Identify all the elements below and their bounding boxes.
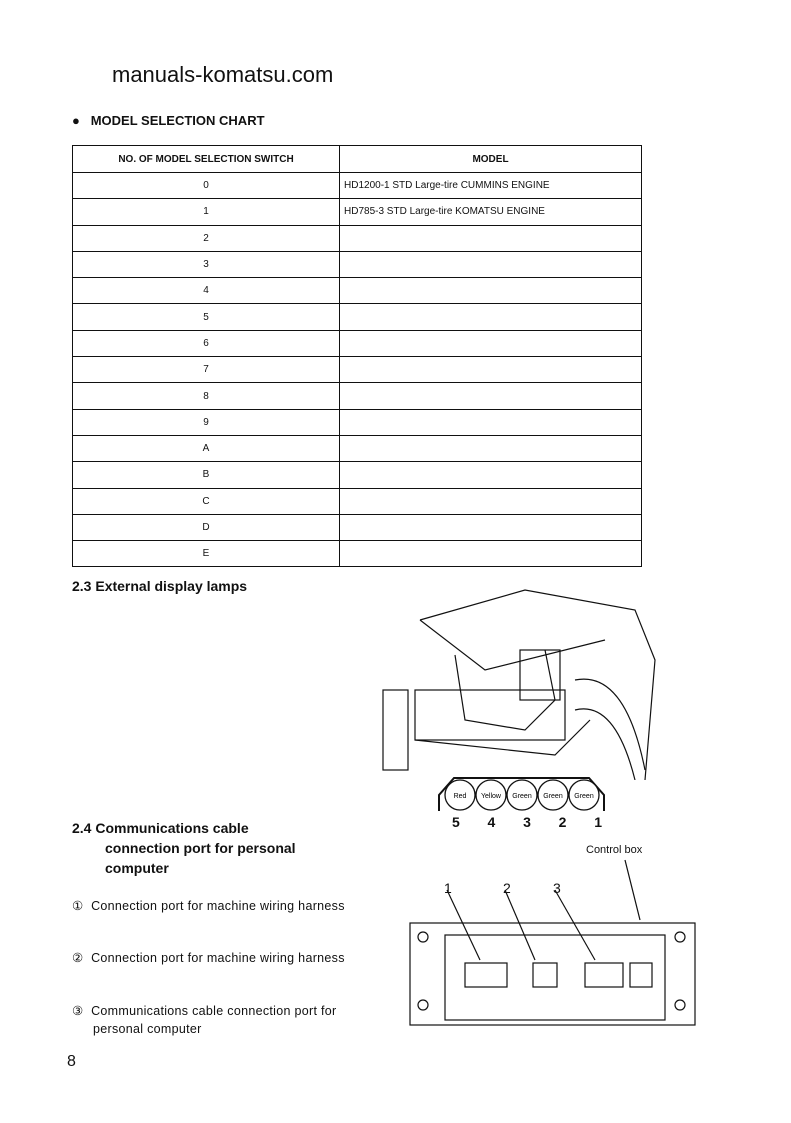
switch-number: 3 (73, 251, 340, 277)
model-cell (340, 409, 642, 435)
callout-1: 1 (444, 880, 452, 896)
list-item-3 (72, 1002, 392, 1038)
marker: ① (72, 899, 84, 913)
lamp-number: 3 (523, 814, 531, 830)
table-row (73, 541, 642, 567)
switch-number: 8 (73, 383, 340, 409)
callout-3: 3 (553, 880, 561, 896)
table-row (73, 383, 642, 409)
chart-heading (72, 113, 265, 128)
section-2-4-title-line1: 2.4 Communications cable (72, 820, 249, 836)
control-box-label: Control box (586, 844, 643, 856)
model-cell (340, 330, 642, 356)
header-switch: NO. OF MODEL SELECTION SWITCH (73, 146, 340, 173)
model-cell (340, 225, 642, 251)
switch-number: 5 (73, 304, 340, 330)
table-row (73, 357, 642, 383)
table-row (73, 278, 642, 304)
marker: ③ (72, 1004, 84, 1018)
model-cell (340, 251, 642, 277)
table-row (73, 304, 642, 330)
switch-number: C (73, 488, 340, 514)
section-2-4-title-line2: connection port for personal (105, 840, 296, 856)
model-cell (340, 357, 642, 383)
model-selection-table (72, 145, 642, 567)
switch-number: 7 (73, 357, 340, 383)
item-text: Communications cable connection port for (91, 1004, 337, 1018)
lamp-number: 1 (594, 814, 602, 830)
watermark: manuals-komatsu.com (112, 62, 334, 87)
switch-number: A (73, 435, 340, 461)
model-cell (340, 383, 642, 409)
item-text: Connection port for machine wiring harness (91, 951, 345, 965)
bullet: ● (72, 113, 80, 128)
switch-number: 1 (73, 199, 340, 225)
switch-number: 6 (73, 330, 340, 356)
switch-number: D (73, 514, 340, 540)
switch-number: 9 (73, 409, 340, 435)
model-cell (340, 541, 642, 567)
table-row (73, 199, 642, 225)
model-cell (340, 514, 642, 540)
lamp-color-label: Red (453, 793, 467, 800)
model-cell: HD785-3 STD Large-tire KOMATSU ENGINE (340, 199, 642, 225)
model-cell (340, 304, 642, 330)
page-number: 8 (67, 1053, 76, 1070)
switch-number: 0 (73, 173, 340, 199)
switch-number: E (73, 541, 340, 567)
lamp-color-label: Yellow (481, 793, 501, 800)
lamp-color-label: Green (574, 793, 594, 800)
table-row (73, 409, 642, 435)
item-text: Connection port for machine wiring harness (91, 899, 345, 913)
switch-number: 4 (73, 278, 340, 304)
switch-number: 2 (73, 225, 340, 251)
table-row (73, 462, 642, 488)
model-cell: HD1200-1 STD Large-tire CUMMINS ENGINE (340, 173, 642, 199)
table-row (73, 514, 642, 540)
lamp-color-label: Green (512, 793, 532, 800)
callout-2: 2 (503, 880, 511, 896)
lamp-bar (434, 775, 609, 815)
table-row (73, 173, 642, 199)
table-row (73, 225, 642, 251)
table-row (73, 330, 642, 356)
list-item-2 (72, 950, 345, 965)
model-cell (340, 462, 642, 488)
section-2-3-title: 2.3 External display lamps (72, 578, 248, 594)
header-model: MODEL (340, 146, 642, 173)
model-cell (340, 278, 642, 304)
table-row (73, 251, 642, 277)
lamp-number: 5 (452, 814, 460, 830)
lamp-color-label: Green (543, 793, 563, 800)
control-box-illustration (405, 855, 700, 1030)
model-cell (340, 435, 642, 461)
table-row (73, 435, 642, 461)
switch-number: B (73, 462, 340, 488)
model-cell (340, 488, 642, 514)
table-row (73, 488, 642, 514)
heading-text: MODEL SELECTION CHART (90, 113, 265, 128)
item-text-cont: personal computer (93, 1022, 202, 1036)
marker: ② (72, 951, 84, 965)
lamp-number: 2 (558, 814, 567, 830)
truck-illustration (375, 580, 695, 780)
list-item-1 (72, 898, 345, 913)
lamp-number: 4 (487, 814, 496, 830)
section-2-4-title-line3: computer (105, 860, 169, 876)
